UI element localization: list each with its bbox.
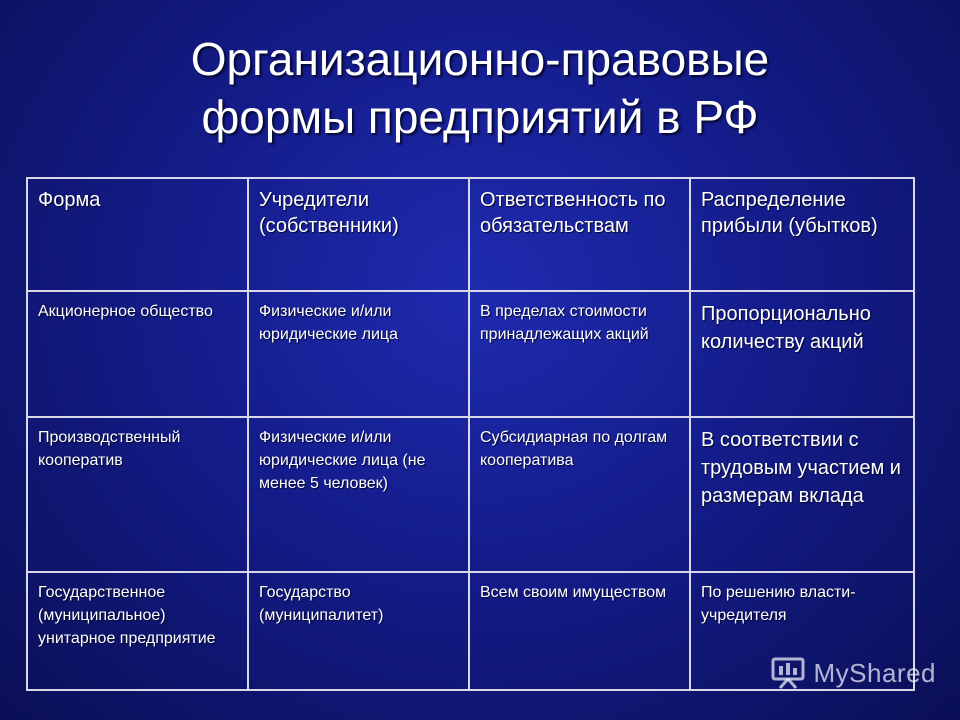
cell-liability: Субсидиарная по долгам кооператива <box>469 417 690 572</box>
table-row <box>27 417 914 572</box>
cell-founders: Физические и/или юридические лица <box>248 291 469 417</box>
cell-founders: Государство (муниципалитет) <box>248 572 469 690</box>
legal-forms-table <box>26 177 915 691</box>
presentation-board-icon <box>770 656 806 690</box>
cell-liability: В пределах стоимости принадлежащих акций <box>469 291 690 417</box>
cell-founders: Физические и/или юридические лица (не менее 5 человек) <box>248 417 469 572</box>
cell-form: Государственное (муниципальное) унитарное предприятие <box>27 572 248 690</box>
header-form: Форма <box>27 178 248 291</box>
title-line-2: формы предприятий в РФ <box>201 91 759 143</box>
slide-title <box>40 30 920 146</box>
myshared-watermark <box>770 656 937 690</box>
cell-profit: В соответствии с трудовым участием и размерам вклада <box>690 417 914 572</box>
cell-form: Акционерное общество <box>27 291 248 417</box>
cell-form: Производственный кооператив <box>27 417 248 572</box>
header-liability: Ответственность по обязательствам <box>469 178 690 291</box>
cell-profit: По решению власти-учредителя <box>690 572 914 690</box>
header-profit: Распределение прибыли (убытков) <box>690 178 914 291</box>
title-line-1: Организационно-правовые <box>190 33 770 85</box>
cell-profit: Пропорционально количеству акций <box>690 291 914 417</box>
header-founders: Учредители (собственники) <box>248 178 469 291</box>
table-header-row <box>27 178 914 291</box>
watermark-text: MyShared <box>813 657 936 688</box>
cell-liability: Всем своим имуществом <box>469 572 690 690</box>
table-row <box>27 291 914 417</box>
